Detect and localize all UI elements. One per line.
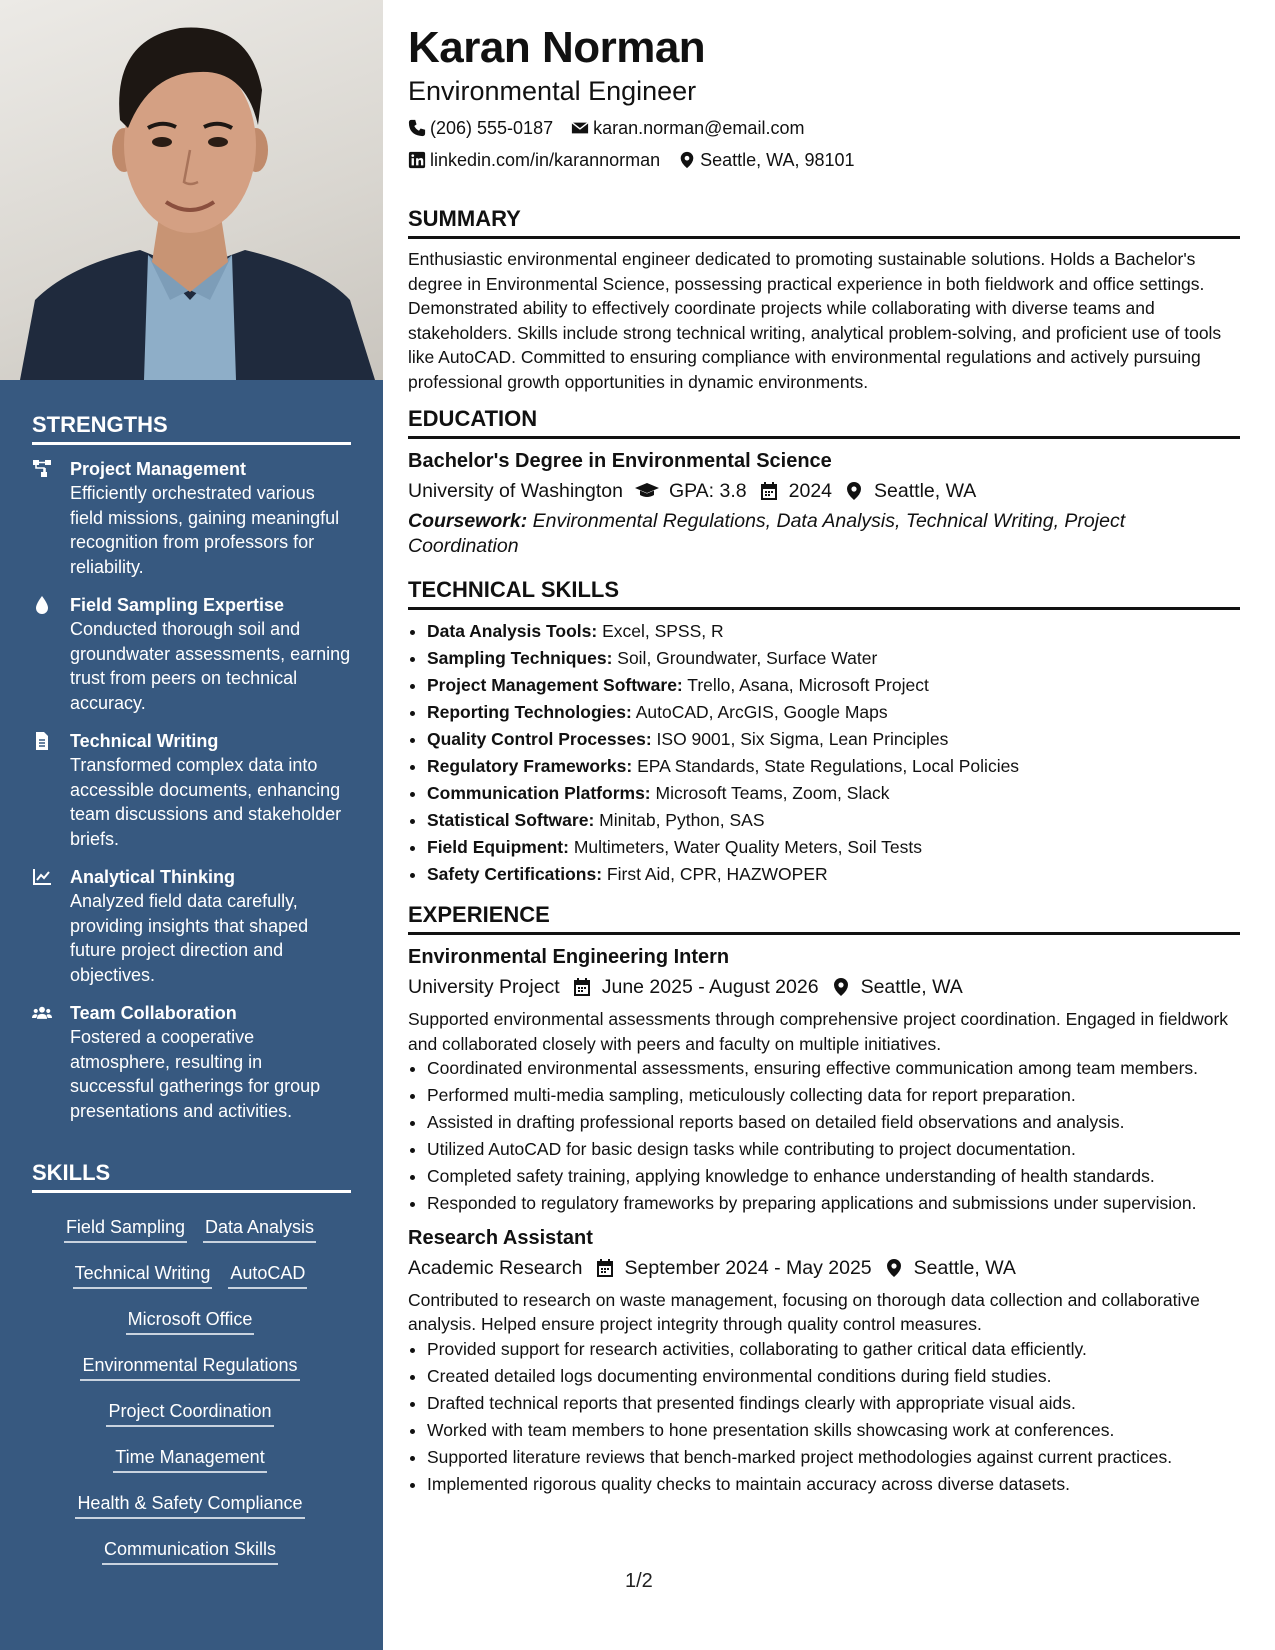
job-org [408,1252,583,1284]
skill-value: AutoCAD, ArcGIS, Google Maps [635,702,888,722]
strength-item [32,1001,351,1123]
skill-chip: Health & Safety Compliance [75,1489,304,1519]
job-location-text: Seattle, WA [913,1256,1016,1279]
linkedin-text[interactable]: linkedin.com/in/karannorman [430,150,661,170]
summary-section [408,206,1240,394]
education-location-text: Seattle, WA [874,480,977,502]
skill-chip: Microsoft Office [126,1305,255,1335]
skills-list [40,1205,340,1573]
technical-skills-section [408,577,1240,888]
location-text: Seattle, WA, 98101 [700,150,855,170]
coursework-text: Environmental Regulations, Data Analysis, Technical Writing, Project Coordination [408,510,1126,557]
users-icon [32,1001,70,1123]
gpa [635,475,747,507]
skill-value: ISO 9001, Six Sigma, Lean Principles [656,729,949,749]
strength-desc: Efficiently orchestrated various field missions, gaining meaningful recognition from professors for reliability. [70,483,340,577]
skill-chip: Environmental Regulations [80,1351,299,1381]
job-meta [408,1252,1240,1284]
linkedin-icon [408,151,426,169]
strength-title: Technical Writing [70,731,219,751]
list-item: • Created detailed logs documenting environmental conditions during field studies. [427,1364,1240,1389]
degree-title: Bachelor's Degree in Environmental Science [408,450,832,472]
skill-chip: Field Sampling [64,1213,187,1243]
skill-label: Reporting Technologies: [427,702,632,722]
job-org [408,971,560,1003]
job-dates [572,971,819,1003]
envelope-icon [571,119,589,137]
job-entry [408,1224,1240,1497]
summary-text: Enthusiastic environmental engineer dedicated to promoting sustainable solutions. Holds a Bachelor's degree in Environmental Science, possessing practical experience in both fieldwork and office settings. Demonstrated ability to effectively coordinate projects while collaborating with diverse teams and stakeholders. Skills include strong technical writing, analytical problem-solving, and proficient use of tools like AutoCAD. Committed to ensuring compliance with environmental regulations and actively pursuing professional growth opportunities in dynamic environments. [408,249,1222,392]
skill-label: Regulatory Frameworks: [427,756,633,776]
list-item [427,618,1240,645]
year-text: 2024 [788,480,833,502]
skills-section [32,1160,351,1573]
skill-value: Multimeters, Water Quality Meters, Soil Tests [573,837,922,857]
list-item [427,645,1240,672]
list-item: • Coordinated environmental assessments, ensuring effective communication among team members. [427,1056,1240,1081]
phone-icon [408,119,426,137]
skill-value: Minitab, Python, SAS [599,810,765,830]
droplet-icon [32,593,70,715]
gpa-text: GPA: 3.8 [668,480,747,502]
strength-item [32,865,351,987]
strength-title: Field Sampling Expertise [70,595,285,615]
list-item [427,807,1240,834]
list-item: • Completed safety training, applying knowledge to enhance understanding of health standards. [427,1164,1240,1189]
summary-heading: SUMMARY [408,206,1240,239]
job-summary: Supported environmental assessments through comprehensive project coordination. Engaged in fieldwork and collaborated closely with peers and faculty on multiple initiatives. [408,1009,1229,1054]
map-pin-icon [844,481,864,501]
list-item [427,699,1240,726]
phone-text: (206) 555-0187 [430,118,554,138]
strength-desc: Conducted thorough soil and groundwater assessments, earning trust from peers on technical accuracy. [70,619,351,713]
skill-label: Field Equipment: [427,837,569,857]
calendar-icon [595,1258,615,1278]
strength-title: Analytical Thinking [70,867,236,887]
list-item [427,834,1240,861]
candidate-name: Karan Norman [408,23,706,72]
list-item: • Assisted in drafting professional reports based on detailed field observations and analysis. [427,1110,1240,1135]
list-item: • Performed multi-media sampling, meticulously collecting data for report preparation. [427,1083,1240,1108]
list-item [427,753,1240,780]
list-item: • Utilized AutoCAD for basic design tasks while contributing to project documentation. [427,1137,1240,1162]
job-dates [595,1252,872,1284]
email-contact[interactable] [571,112,804,144]
education-location [844,475,976,507]
main-content [408,22,1240,1499]
job-dates-text: June 2025 - August 2026 [601,976,819,998]
job-location [831,971,963,1003]
job-dates-text: September 2024 - May 2025 [624,1256,872,1279]
location-contact [678,144,854,176]
strength-desc: Analyzed field data carefully, providing insights that shaped future project direction and objectives. [70,891,309,985]
map-pin-icon [884,1258,904,1278]
list-item [427,672,1240,699]
skill-chip: Project Coordination [106,1397,273,1427]
job-title: Research Assistant [408,1226,593,1249]
profile-photo [0,0,383,380]
skills-heading: SKILLS [32,1160,351,1193]
list-item: • Provided support for research activities, collaborating to gather critical data efficiently. [427,1337,1240,1362]
skill-value: Trello, Asana, Microsoft Project [687,675,929,695]
skill-label: Sampling Techniques: [427,648,613,668]
strength-title: Team Collaboration [70,1003,237,1023]
linkedin-contact[interactable] [408,144,660,176]
job-title: Environmental Engineering Intern [408,946,730,968]
map-pin-icon [678,151,696,169]
education-meta [408,475,1240,507]
chart-line-icon [32,865,70,987]
job-summary: Contributed to research on waste management, focusing on thorough data collection and collaborative analysis. Helped ensure project integrity through quality control measures. [408,1289,1200,1334]
coursework [408,509,1240,559]
list-item [427,726,1240,753]
page-number: 1/2 [625,1570,653,1592]
job-entry [408,943,1240,1216]
job-location [884,1252,1016,1284]
skill-value: Soil, Groundwater, Surface Water [617,648,878,668]
coursework-label: Coursework: [408,510,528,532]
school-name: University of Washington [408,480,623,502]
skill-value: Excel, SPSS, R [602,621,724,641]
phone-contact [408,112,553,144]
school [408,475,623,507]
list-item: • Drafted technical reports that presented findings clearly with appropriate visual aids. [427,1391,1240,1416]
list-item [427,861,1240,888]
skill-chip: Technical Writing [73,1259,213,1289]
portrait-image [0,0,383,380]
list-item [427,780,1240,807]
skill-chip: AutoCAD [228,1259,307,1289]
skill-value: EPA Standards, State Regulations, Local Policies [637,756,1020,776]
skill-label: Quality Control Processes: [427,729,652,749]
sidebar [0,0,383,1650]
skill-label: Safety Certifications: [427,864,603,884]
skill-chip: Data Analysis [203,1213,316,1243]
skill-label: Data Analysis Tools: [427,621,598,641]
strength-desc: Transformed complex data into accessible documents, enhancing team discussions and stakeholder briefs. [70,755,342,849]
calendar-icon [572,977,592,997]
document-icon [32,729,70,851]
strength-item [32,729,351,851]
skill-chip: Time Management [113,1443,266,1473]
technical-skills-heading: TECHNICAL SKILLS [408,577,1240,610]
skill-label: Communication Platforms: [427,783,651,803]
graduation-cap-icon [635,481,659,501]
job-bullets [408,1337,1240,1497]
strength-item [32,593,351,715]
strengths-section [32,412,351,1137]
job-location-text: Seattle, WA [860,976,963,998]
contact-row [408,112,1240,144]
email-text[interactable]: karan.norman@email.com [593,118,805,138]
skill-label: Project Management Software: [427,675,683,695]
map-pin-icon [831,977,851,997]
strength-item [32,457,351,579]
technical-skills-list [408,618,1240,888]
job-meta [408,971,1240,1003]
experience-section [408,902,1240,1496]
skill-chip: Communication Skills [102,1535,278,1565]
sitemap-icon [32,457,70,579]
year [759,475,832,507]
job-org-text: University Project [408,976,560,998]
skill-value: Microsoft Teams, Zoom, Slack [655,783,890,803]
skill-value: First Aid, CPR, HAZWOPER [606,864,828,884]
strengths-heading: STRENGTHS [32,412,351,445]
contact-row [408,144,1240,176]
job-bullets [408,1056,1240,1216]
strength-title: Project Management [70,459,247,479]
education-heading: EDUCATION [408,406,1240,439]
list-item: • Worked with team members to hone presentation skills showcasing work at conferences. [427,1418,1240,1443]
education-section [408,406,1240,559]
list-item: • Responded to regulatory frameworks by preparing applications and submissions under supervision. [427,1191,1240,1216]
strength-desc: Fostered a cooperative atmosphere, resulting in successful gatherings for group presentations and activities. [70,1027,321,1121]
list-item: • Supported literature reviews that bench-marked project methodologies against current practices. [427,1445,1240,1470]
job-org-text: Academic Research [408,1256,583,1279]
experience-heading: EXPERIENCE [408,902,1240,935]
calendar-icon [759,481,779,501]
candidate-role: Environmental Engineer [408,76,697,106]
list-item: • Implemented rigorous quality checks to maintain accuracy across diverse datasets. [427,1472,1240,1497]
skill-label: Statistical Software: [427,810,595,830]
